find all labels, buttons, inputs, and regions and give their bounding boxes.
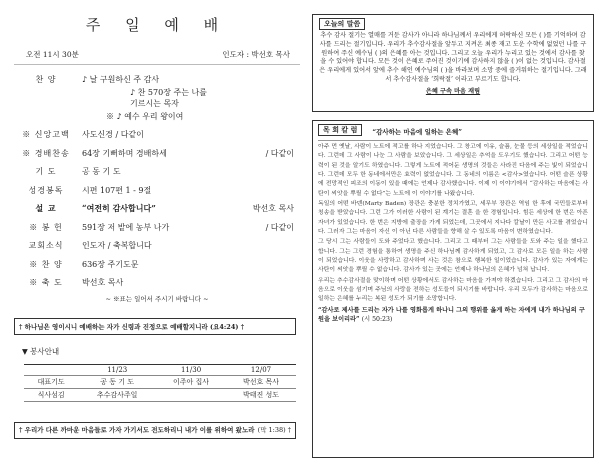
table-row — [24, 376, 296, 389]
sermon-title: “여전히 감사합니다” — [82, 203, 156, 214]
order-text: 591장 저 밭에 농부 나가 — [82, 222, 170, 232]
order-who: 박선호 목사 — [252, 204, 294, 214]
order-row — [14, 237, 300, 256]
table-header-cell: 11/30 — [156, 365, 226, 376]
order-label: ※ 신앙고백 — [22, 130, 70, 140]
worship-order-section — [14, 10, 300, 303]
order-label: ※ 찬 양 — [29, 259, 63, 269]
order-row — [14, 126, 300, 145]
pastor-column — [312, 120, 594, 458]
order-row — [14, 274, 300, 293]
today-word-answers: 은혜 구속 마음 재림 — [425, 87, 481, 95]
order-text: 박선호 목사 — [82, 278, 124, 288]
order-text: 64장 기뻐하며 경배하세 — [82, 148, 167, 158]
table-header-cell: 11/23 — [78, 365, 156, 376]
divider — [14, 64, 300, 65]
table-cell: 박선호 목사 — [226, 376, 296, 389]
service-meta — [26, 49, 290, 60]
table-cell: 식사섬김 — [24, 389, 78, 402]
order-text: 시편 107편 1 - 9절 — [82, 185, 152, 195]
today-word-body: 추수 감사 절기는 열매를 거둔 감사가 아니라 하나님께서 우리에게 허락하신 모든 ( )를 기억하며 감사를 드리는 절기입니다. 우리가 추수감사절을 앞두고 지켜온 최종 재고 도운 수학에 없었던 나를 구원하여 주신 예수님 ( )의 은혜를 아는 것입니다. 그리고 오늘 우리가 누리고 있는 것에서 감사를 찾을 수 있어야 합니다. 모든 것이 은혜로 주어진 것이기에 감사하지 않을 ( )이 없는 것입니다. 감사절은 우리에게 있어서 앞에 추수 해인 예수님의 ( )을 바라보며 소망 중에 즐거워하는 절기입니다. 그래서 추수감사절을 ‘희락절’ 이라고 부르기도 합니다. — [319, 32, 587, 83]
page-title: 주 일 예 배 — [85, 16, 229, 34]
order-label: 찬 양 — [35, 74, 57, 84]
order-row — [14, 144, 300, 163]
order-row — [14, 181, 300, 200]
column-paragraph: 그 당시 그는 사람들이 도와 주었다고 했습니다. 그리고 그 때부터 그는 사람들을 도와 주는 일을 했다고 합니다. 그는 그런 경험을 통하여 생명을 주신 하나님께 감사하게 되었고, 그 감사로 모든 일을 하는 사람이 되었습니다. 이웃을 사랑하고 감사하며 사는 것은 참으로 행복한 일이었습니다. 감사가 있는 자에게는 사탄이 씨앗을 뿌릴 수 없습니다. 감사가 있는 곳에는 언제나 하나님의 은혜가 넘쳐 납니다. — [318, 239, 588, 274]
column-tag: 목 회 칼 럼 — [318, 124, 362, 136]
table-header-cell — [24, 365, 78, 376]
order-row-sermon — [14, 200, 300, 219]
column-body — [318, 143, 588, 305]
table-header-cell: 12/07 — [226, 365, 296, 376]
service-time: 오전 11시 30분 — [26, 50, 79, 59]
order-row — [14, 218, 300, 237]
order-label: ※ 축 도 — [29, 278, 63, 288]
order-row — [14, 89, 300, 108]
order-label: 기 도 — [35, 167, 57, 177]
today-word-section — [312, 14, 594, 112]
order-label: ※ 봉 헌 — [29, 222, 63, 232]
order-label: 교회소식 — [28, 241, 64, 251]
closing-verse-ref: (막 1:38) † — [257, 426, 291, 434]
order-text: 사도신경 / 다같이 — [82, 130, 144, 140]
order-who: / 다같이 — [265, 222, 294, 232]
order-label: 성경봉독 — [28, 185, 64, 195]
column-closing-text: “감사로 제사를 드리는 자가 나를 영화롭게 하나니 그의 행위를 옳게 하는 자에게 내가 하나님의 구원을 보이리라” — [318, 306, 585, 323]
table-header-row — [24, 365, 296, 376]
order-text: 인도자 / 축복합니다 — [82, 241, 152, 251]
column-closing-ref: (시 50:23) — [361, 315, 393, 323]
order-label: ※ 경배찬송 — [22, 148, 70, 158]
today-word-box — [312, 14, 594, 112]
order-text: 636장 주기도문 — [82, 259, 139, 269]
table-cell: 이주아 집사 — [156, 376, 226, 389]
closing-verse-box — [14, 422, 296, 439]
weekly-verse-box: † 하나님은 영이시니 예배하는 자가 신령과 진정으로 예배할지니라 (요4:24) † — [14, 318, 296, 335]
column-paragraph: 우리는 추수감사절을 맞이하며 어떤 상황에서도 감사하는 마음을 가져야 하겠습니다. 그리고 그 감사의 마음으로 이웃을 섬기며 주님의 사랑을 전하는 성도들이 되시기를 바랍니다. 우리 모두가 감사하는 마음으로 일하는 은혜를 누리는 복된 성도가 되기를 소망합니다. — [318, 277, 588, 303]
order-who: / 다같이 — [265, 148, 294, 158]
column-header — [318, 124, 588, 141]
table-row — [24, 389, 296, 402]
column-title: “감사하는 마음에 일하는 은혜” — [372, 127, 462, 136]
worship-order-list — [14, 70, 300, 292]
order-label: 설 교 — [35, 203, 57, 214]
table-cell: 추수감사주일 — [78, 389, 156, 402]
table-cell — [156, 389, 226, 402]
order-text: ♪ 날 구원하신 주 감사 — [82, 74, 160, 84]
order-row — [14, 107, 300, 126]
order-row — [14, 255, 300, 274]
standing-note: ~ ※표는 일어서 주시기 바랍니다 ~ — [105, 295, 209, 303]
service-leader: 인도자 : 박선호 목사 — [222, 50, 290, 59]
column-paragraph: 독일의 어떤 바덴(Marty Baden) 장관은 충분한 정치가였고, 세무부 장관은 역임 한 후에 국민들로부터 칭송을 받았습니다. 그런 그가 이러한 사람이 된 계기는 결혼 을 한 경험입니다. 힘든 세상에 한 번은 아픈 자녀가 있었습니다. 한 번은 지방에 출장을 가게 되었는데, 그곳에서 지나다 칼날이 만든 사고를 겪었습니다. 그러자 그는 마음이 자신 이 아닌 다른 사람들을 향해 살 수 있도록 마음이 변하였습니다. — [318, 200, 588, 235]
order-row — [14, 163, 300, 182]
column-closing — [318, 307, 588, 325]
table-cell: 공 동 기 도 — [78, 376, 156, 389]
closing-verse-text: † 우리가 다른 까마운 마음들로 가자 가기서도 전도하리니 내가 이를 위하여 왔노라 — [19, 426, 255, 434]
order-text: ♪ 찬 570장 주는 나를 기르시는 목자 — [130, 87, 207, 108]
service-heading: ▼ 봉사안내 — [22, 347, 60, 356]
today-word-tag: 오늘의 말씀 — [319, 18, 365, 30]
service-table — [24, 364, 296, 402]
order-text: 공 동 기 도 — [82, 167, 121, 177]
order-text: ※ ♪ 예수 우리 왕이여 — [106, 111, 184, 121]
table-cell: 박태진 성도 — [226, 389, 296, 402]
column-paragraph: 아주 먼 옛날, 사람이 노트에 적고를 하나 지었습니다. 그 창고에 이유, 슬픔, 눈물 등의 세상일을 적었습니다. 그런데 그 사람이 나눈 그 사람을 보았습니다. 그 세상일은 추억을 도우기도 했습니다. 그리고 어떤 능력이 된 것을 알기도 하였습니다. 그렇게 노트에 적어둔 생명의 것들은 사라진 다음에 주는 빛이 되었습니다. 그런데 모두 한 동네에서만은 효력이 없었습니다. 그 동네의 이름은 <감사>였습니다. 어떤 슬픈 상황에 전망적인 피조의 이동이 있을 때에는 언제나 감사했습니다. 이제 이 이야기에서 “감사하는 마음에는 사탄이 씨앗을 뿌릴 수 없다”는 노트에 이 이야기를 나왔습니다. — [318, 144, 588, 197]
table-cell: 대표기도 — [24, 376, 78, 389]
order-row — [14, 70, 300, 89]
